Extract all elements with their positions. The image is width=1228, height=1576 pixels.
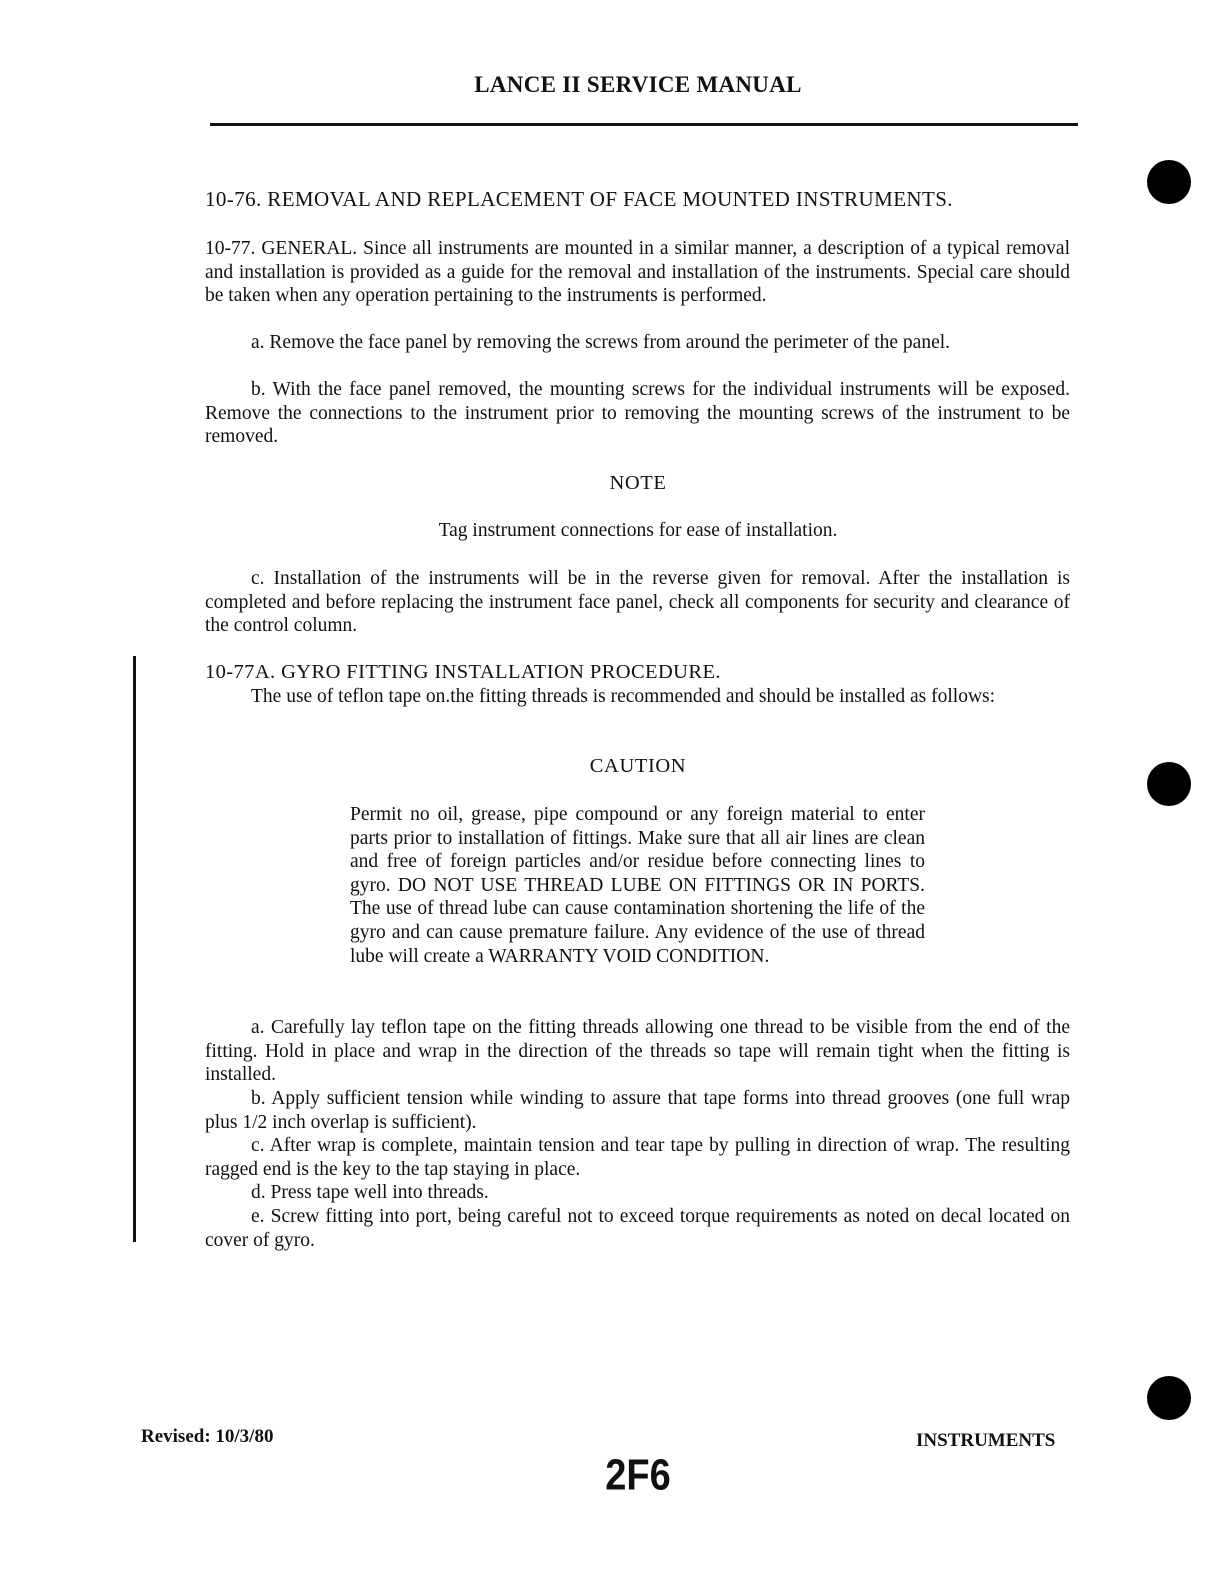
binder-hole-bottom	[1147, 1376, 1191, 1420]
step-10-77a-e: e. Screw fitting into port, being careful not to exceed torque requirements as noted on decal located on cover of gyro.	[205, 1206, 1070, 1251]
caution-label: CAUTION	[589, 755, 687, 777]
step-10-77a-d: d. Press tape well into threads.	[251, 1182, 489, 1203]
step-10-77a-b: b. Apply sufficient tension while winding to assure that tape forms into thread grooves (one full wrap plus 1/2 inch overlap is sufficient).	[205, 1088, 1070, 1133]
step-10-77a-c: c. After wrap is complete, maintain tension and tear tape by pulling in direction of wrap. The resulting ragged end is the key to the tap staying in place.	[205, 1135, 1070, 1180]
page-code: 2F6	[605, 1451, 671, 1501]
revision-change-bar	[133, 656, 136, 1242]
step-10-77a-a: a. Carefully lay teflon tape on the fitting threads allowing one thread to be visible from the end of the fitting. Hold in place and wrap in the direction of the threads so tape will remain tight when the fitting is installed.	[205, 1017, 1070, 1085]
note-label: NOTE	[609, 472, 667, 494]
section-name: INSTRUMENTS	[916, 1430, 1056, 1451]
header-rule	[210, 123, 1078, 126]
note-text: Tag instrument connections for ease of installation.	[438, 520, 838, 541]
section-heading-10-76: 10-76. REMOVAL AND REPLACEMENT OF FACE MOUNTED INSTRUMENTS.	[205, 187, 953, 211]
revised-date: Revised: 10/3/80	[141, 1426, 274, 1447]
paragraph-10-77-general: 10-77. GENERAL. Since all instruments are mounted in a similar manner, a description of a typical removal and installation is provided as a guide for the removal and installation of the instruments. Special care should be taken when any operation pertaining to the instruments is performed.	[205, 238, 1070, 306]
section-heading-10-77a: 10-77A. GYRO FITTING INSTALLATION PROCEDURE.	[205, 661, 721, 683]
paragraph-10-77a-intro: The use of teflon tape on.the fitting threads is recommended and should be installed as follows:	[251, 686, 996, 707]
step-10-77-a: a. Remove the face panel by removing the screws from around the perimeter of the panel.	[251, 332, 951, 353]
caution-text: Permit no oil, grease, pipe compound or any foreign material to enter parts prior to installation of fittings. Make sure that all air lines are clean and free of foreign particles and/or residue before connecting lines to gyro. DO NOT USE THREAD LUBE ON FITTINGS OR IN PORTS. The use of thread lube can cause contamination shortening the life of the gyro and can cause premature failure. Any evidence of the use of thread lube will create a WARRANTY VOID CONDITION.	[350, 804, 925, 967]
step-10-77-c: c. Installation of the instruments will be in the reverse given for removal. After the installation is completed and before replacing the instrument face panel, check all components for security and clearance of the control column.	[205, 568, 1070, 636]
binder-hole-top	[1147, 160, 1191, 204]
manual-title: LANCE II SERVICE MANUAL	[474, 72, 802, 97]
step-10-77-b: b. With the face panel removed, the mounting screws for the individual instruments will be exposed. Remove the connections to the instrument prior to removing the mounting screws of the instrument to be removed.	[205, 379, 1070, 447]
